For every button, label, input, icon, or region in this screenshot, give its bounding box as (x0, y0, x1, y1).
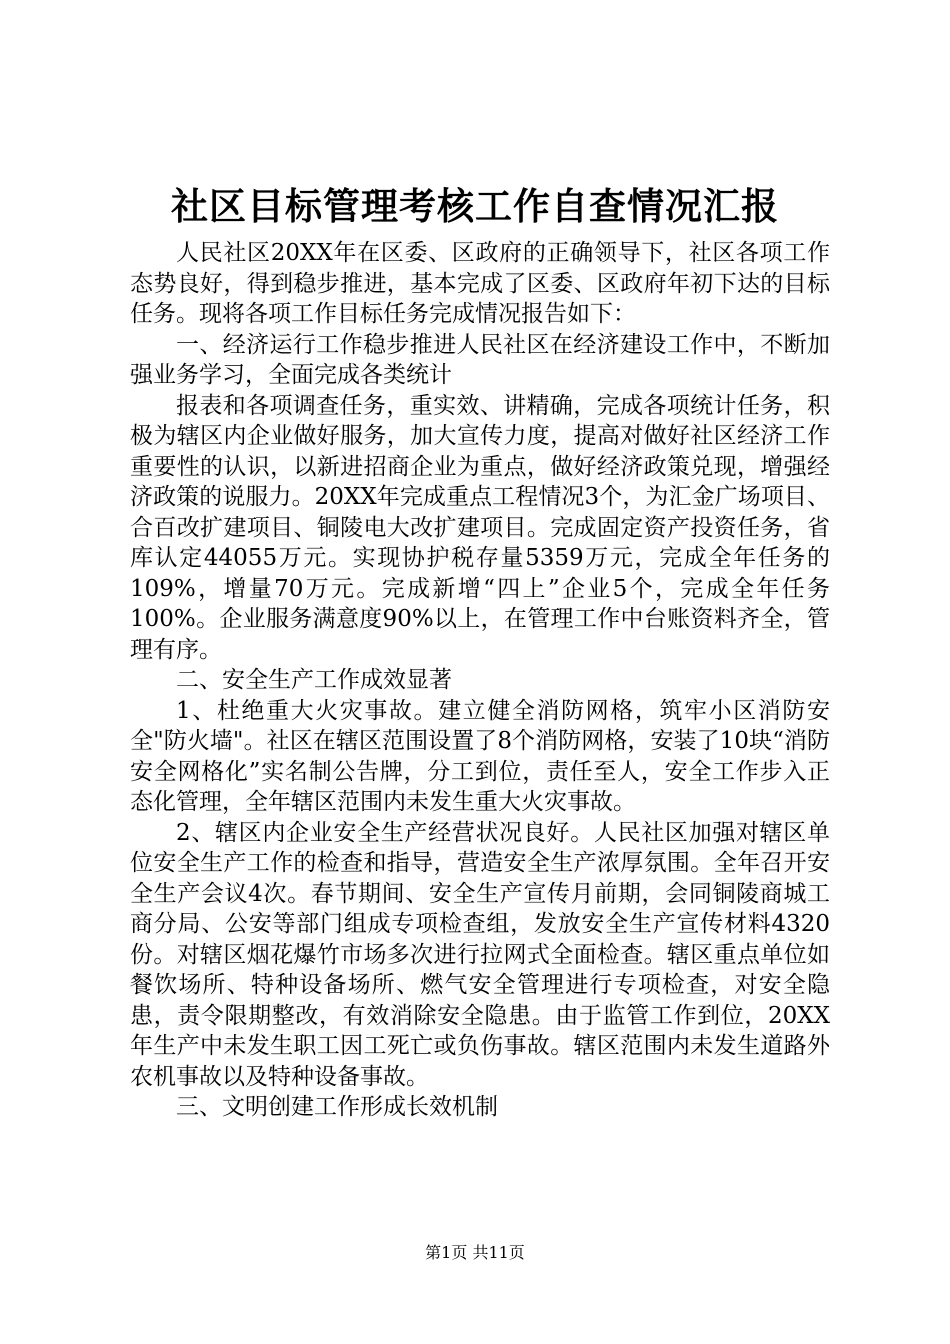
paragraph-section-3-heading: 三、文明创建工作形成长效机制 (176, 1094, 498, 1120)
paragraph-section-1-body: 报表和各项调查任务，重实效、讲精确，完成各项统计任务，积极为辖区内企业做好服务，加大宣传力度，提高对做好社区经济工作重要性的认识，以新进招商企业为重点，做好经济政策兑现，增强经济政策的说服力。20XX年完成重点工程情况3个，为汇金广场项目、合百改扩建项目、铜陵电大改扩建项目。完成固定资产投资任务，省库认定44055万元。实现协护税存量5359万元，完成全年任务的109%，增量70万元。完成新增“四上”企业5个，完成全年任务100%。企业服务满意度90%以上，在管理工作中台账资料齐全，管理有序。 (130, 392, 830, 663)
document-body (130, 238, 830, 1123)
document-title: 社区目标管理考核工作自查情况汇报 (171, 184, 779, 228)
page-number-footer: 第1页 共11页 (425, 1243, 525, 1262)
paragraph-intro: 人民社区20XX年在区委、区政府的正确领导下，社区各项工作态势良好，得到稳步推进，基本完成了区委、区政府年初下达的目标任务。现将各项工作目标任务完成情况报告如下： (130, 240, 830, 327)
paragraph-section-2-heading: 二、安全生产工作成效显著 (176, 667, 452, 693)
paragraph-section-1-heading: 一、经济运行工作稳步推进人民社区在经济建设工作中，不断加强业务学习，全面完成各类统计 (130, 331, 830, 388)
paragraph-section-2-item-1: 1、杜绝重大火灾事故。建立健全消防网格，筑牢小区消防安全"防火墙"。社区在辖区范围设置了8个消防网格，安装了10块“消防安全网格化”实名制公告牌，分工到位，责任至人，安全工作步入正态化管理，全年辖区范围内未发生重大火灾事故。 (130, 697, 830, 815)
paragraph-section-2-item-2: 2、辖区内企业安全生产经营状况良好。人民社区加强对辖区单位安全生产工作的检查和指导，营造安全生产浓厚氛围。全年召开安全生产会议4次。春节期间、安全生产宣传月前期，会同铜陵商城工商分局、公安等部门组成专项检查组，发放安全生产宣传材料4320份。对辖区烟花爆竹市场多次进行拉网式全面检查。辖区重点单位如餐饮场所、特种设备场所、燃气安全管理进行专项检查，对安全隐患，责令限期整改，有效消除安全隐患。由于监管工作到位，20XX年生产中未发生职工因工死亡或负伤事故。辖区范围内未发生道路外农机事故以及特种设备事故。 (130, 819, 830, 1090)
